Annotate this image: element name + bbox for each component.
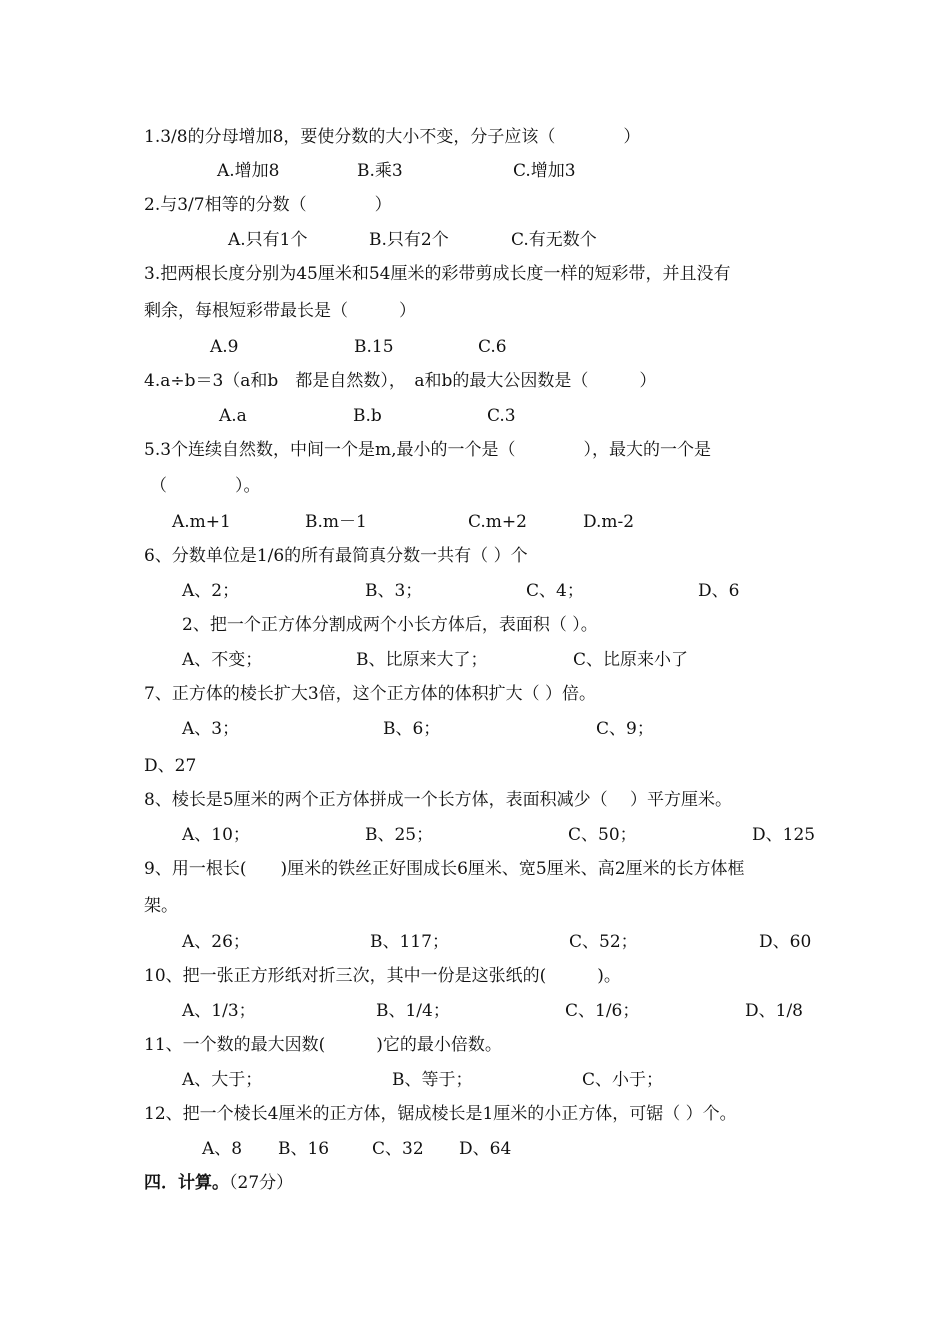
- q5-stem-line2: （ ）。: [150, 476, 261, 496]
- q11-opt-a: A、大于；: [182, 1070, 263, 1090]
- q8-opt-c: C、50；: [568, 825, 637, 845]
- q8-opt-d: D、125: [752, 825, 816, 845]
- q5-opt-a: A.m+1: [172, 512, 231, 532]
- q12-opt-b: B、16: [278, 1139, 330, 1159]
- q2-opt-c: C.有无数个: [511, 230, 597, 250]
- q6b-stem: 2、把一个正方体分割成两个小长方体后，表面积（ ）。: [182, 615, 598, 635]
- q7-stem: 7、正方体的棱长扩大3倍，这个正方体的体积扩大（ ）倍。: [144, 684, 597, 704]
- q12-opt-a: A、8: [202, 1139, 243, 1159]
- q2-opt-a: A.只有1个: [228, 230, 308, 250]
- q9-opt-d: D、60: [759, 932, 812, 952]
- q6-opt-a: A、2；: [182, 581, 240, 601]
- q10-opt-b: B、1/4；: [376, 1001, 450, 1021]
- q3-stem-line2: 剩余，每根短彩带最长是（ ）: [144, 301, 416, 321]
- q6-opt-b: B、3；: [365, 581, 423, 601]
- q9-stem-line1: 9、用一根长( )厘米的铁丝正好围成长6厘米、宽5厘米、高2厘米的长方体框: [144, 859, 745, 879]
- q5-opt-c: C.m+2: [468, 512, 527, 532]
- q3-opt-b: B.15: [354, 337, 394, 357]
- q8-stem: 8、棱长是5厘米的两个正方体拼成一个长方体，表面积减少（ ）平方厘米。: [144, 790, 733, 810]
- section4-heading: [144, 1172, 293, 1194]
- q3-stem-line1: 3.把两根长度分别为45厘米和54厘米的彩带剪成长度一样的短彩带，并且没有: [144, 264, 731, 284]
- q10-opt-a: A、1/3；: [182, 1001, 256, 1021]
- q4-opt-b: B.b: [353, 406, 382, 426]
- q9-opt-b: B、117；: [370, 932, 449, 952]
- q5-opt-b: B.m－1: [305, 512, 367, 532]
- q4-stem: 4.a÷b＝3（a和b 都是自然数）， a和b的最大公因数是（ ）: [144, 371, 657, 391]
- q5-stem-line1: 5.3个连续自然数，中间一个是m,最小的一个是（ ），最大的一个是: [144, 440, 712, 460]
- q8-opt-a: A、10；: [182, 825, 250, 845]
- q3-opt-c: C.6: [478, 337, 507, 357]
- q7-opt-b: B、6；: [383, 719, 441, 739]
- q1-opt-b: B.乘3: [357, 161, 403, 181]
- q12-opt-d: D、64: [459, 1139, 512, 1159]
- q11-opt-c: C、小于；: [582, 1070, 664, 1090]
- q6b-opt-c: C、比原来小了: [573, 650, 689, 670]
- q7-opt-c: C、9；: [596, 719, 654, 739]
- q2-opt-b: B.只有2个: [369, 230, 449, 250]
- q6-opt-c: C、4；: [526, 581, 584, 601]
- q6-stem: 6、分数单位是1/6的所有最简真分数一共有（ ）个: [144, 546, 528, 566]
- q7-opt-a: A、3；: [182, 719, 240, 739]
- q6b-opt-b: B、比原来大了；: [356, 650, 488, 670]
- q1-stem: 1.3/8的分母增加8，要使分数的大小不变，分子应该（ ）: [144, 127, 641, 147]
- q7-opt-d: D、27: [144, 756, 197, 776]
- q1-opt-c: C.增加3: [513, 161, 576, 181]
- q9-opt-a: A、26；: [182, 932, 250, 952]
- q12-stem: 12、把一个棱长4厘米的正方体，锯成棱长是1厘米的小正方体，可锯（ ）个。: [144, 1104, 737, 1124]
- q6b-opt-a: A、不变；: [182, 650, 263, 670]
- q9-opt-c: C、52；: [569, 932, 638, 952]
- q4-opt-a: A.a: [219, 406, 247, 426]
- q10-opt-d: D、1/8: [745, 1001, 803, 1021]
- q10-opt-c: C、1/6；: [565, 1001, 640, 1021]
- section4-score: （27分）: [229, 1173, 294, 1193]
- q4-opt-c: C.3: [487, 406, 516, 426]
- q3-opt-a: A.9: [210, 337, 239, 357]
- q11-stem: 11、一个数的最大因数( )它的最小倍数。: [144, 1035, 502, 1055]
- section4-title: 四．计算。: [144, 1173, 229, 1193]
- q2-stem: 2.与3/7相等的分数（ ）: [144, 195, 392, 215]
- q1-opt-a: A.增加8: [217, 161, 280, 181]
- q6-opt-d: D、6: [698, 581, 740, 601]
- q10-stem: 10、把一张正方形纸对折三次，其中一份是这张纸的( )。: [144, 966, 621, 986]
- q5-opt-d: D.m-2: [583, 512, 635, 532]
- q8-opt-b: B、25；: [365, 825, 434, 845]
- q9-stem-line2: 架。: [144, 896, 178, 916]
- q12-opt-c: C、32: [372, 1139, 424, 1159]
- q11-opt-b: B、等于；: [392, 1070, 473, 1090]
